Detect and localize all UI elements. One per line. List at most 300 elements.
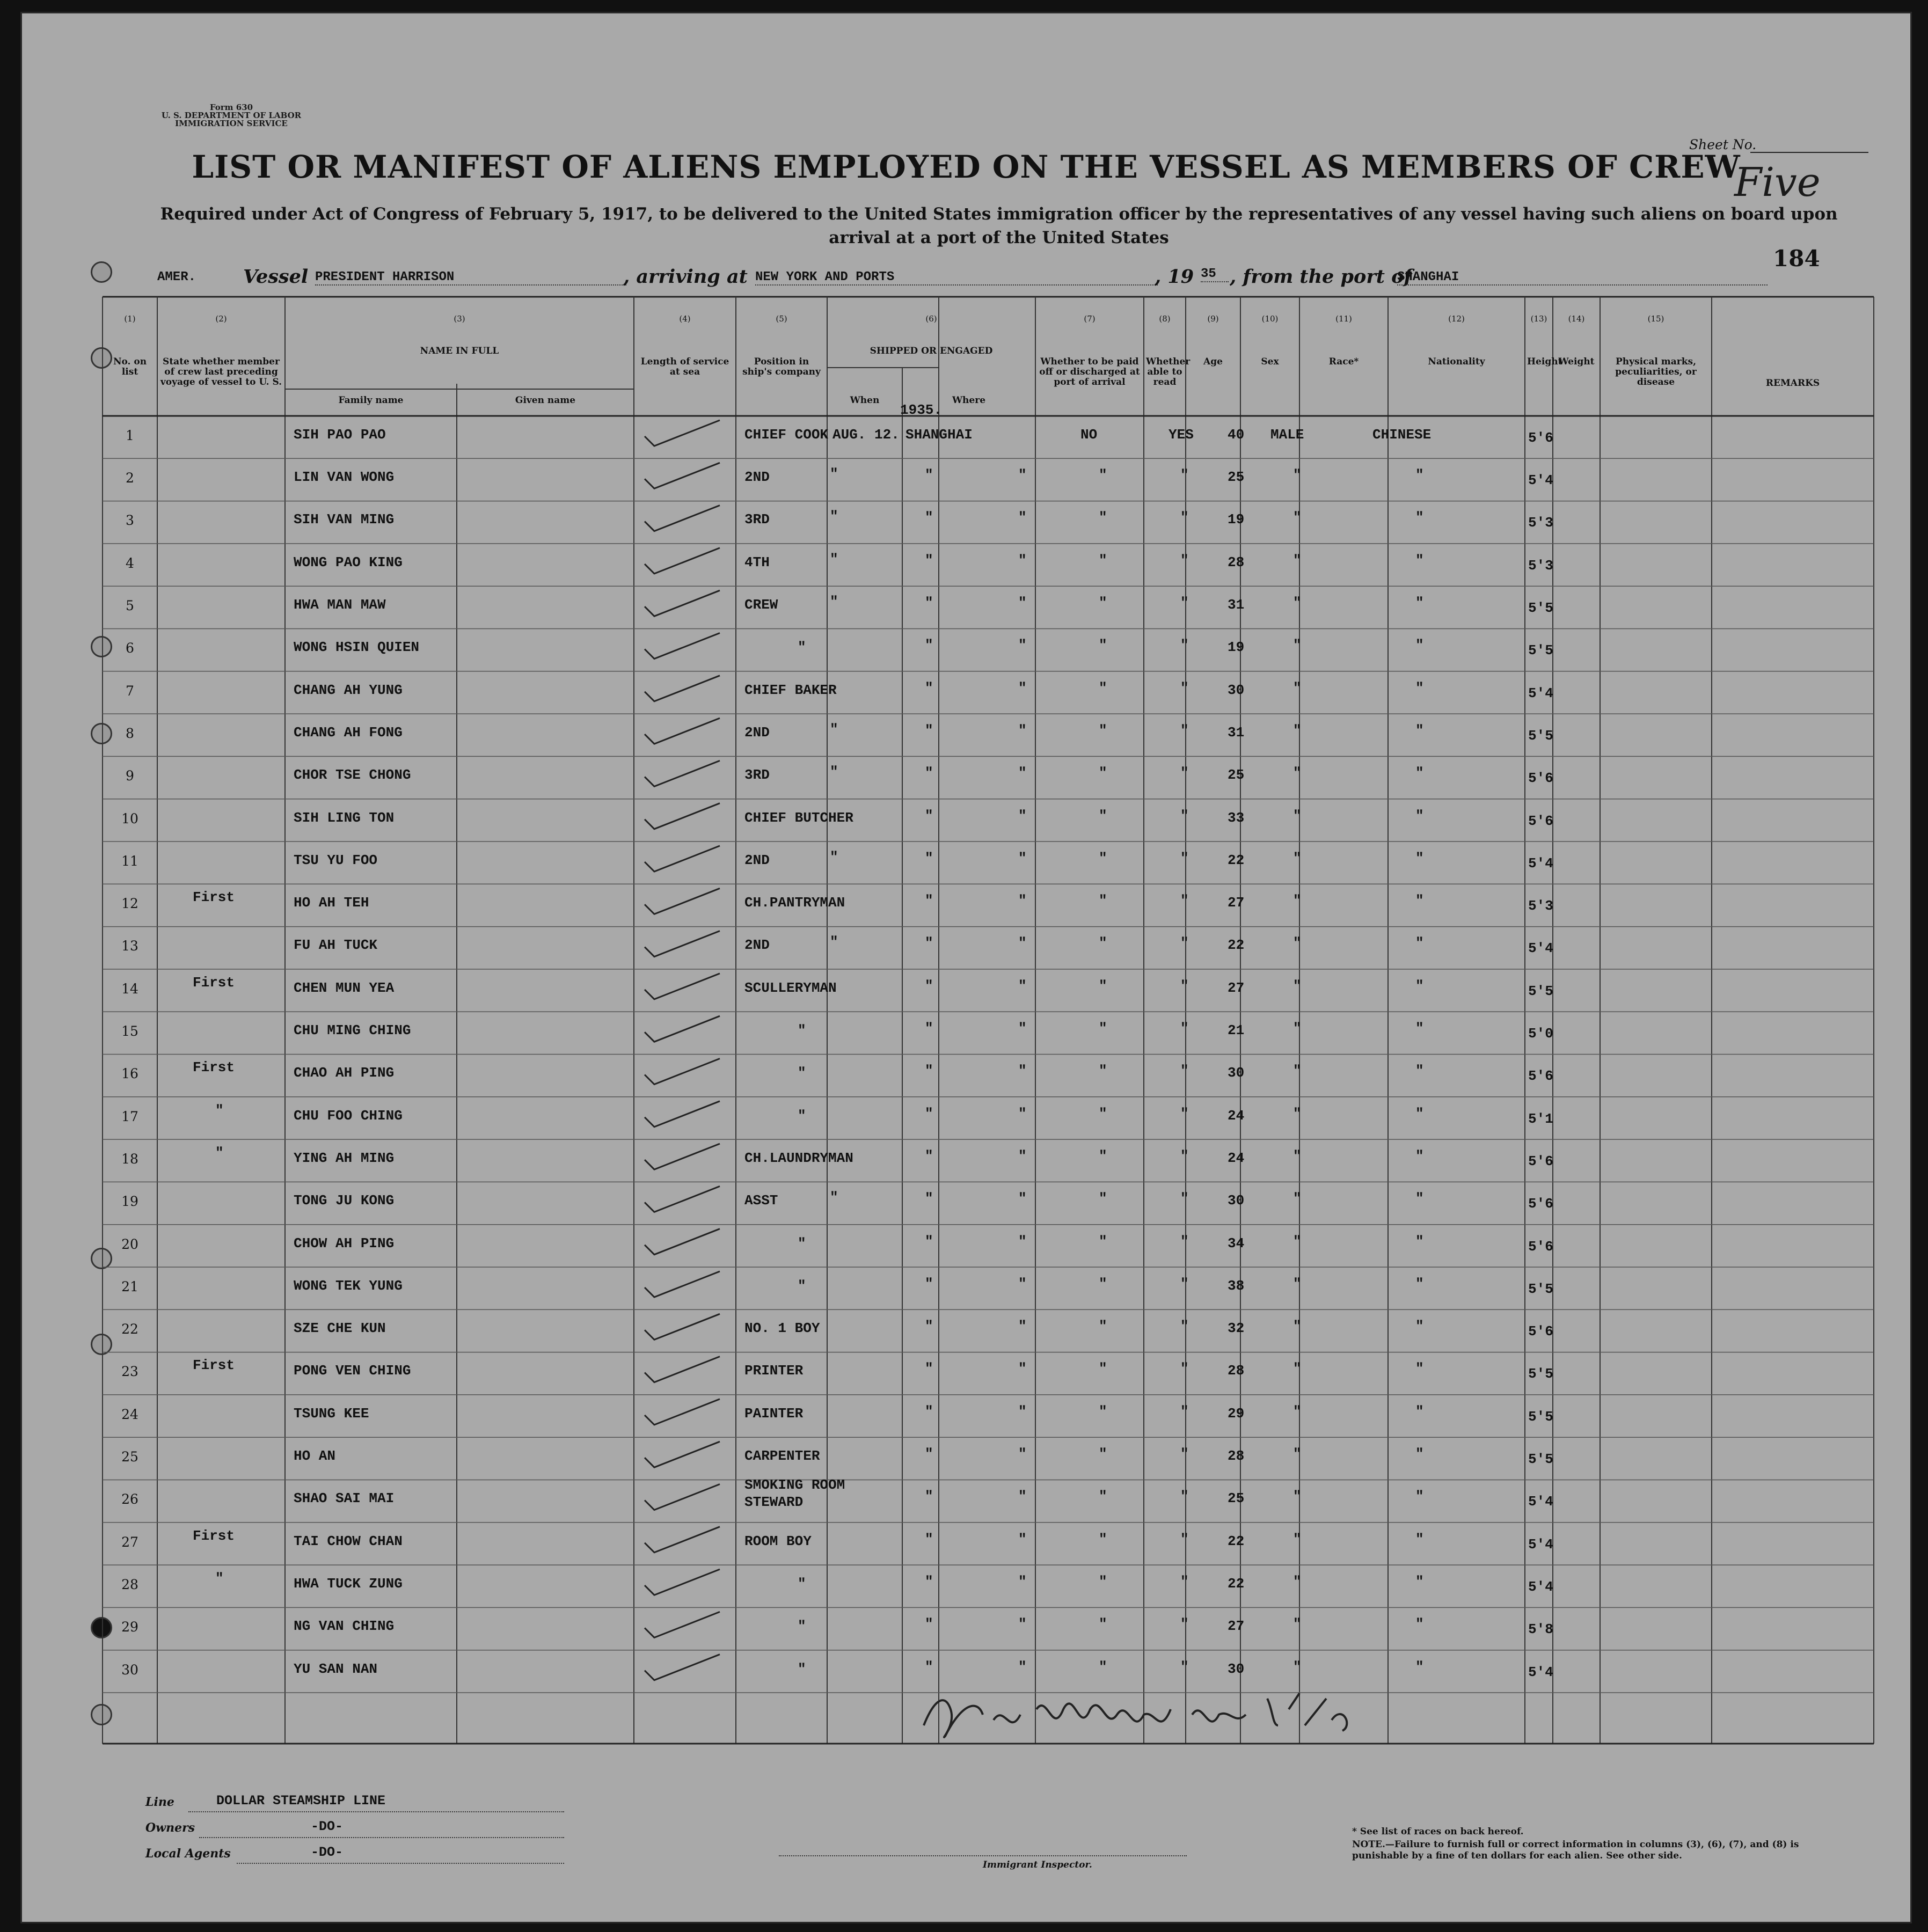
row-number: 4 [126, 555, 134, 571]
shipped-year: 1935. [900, 402, 943, 418]
where-ditto: " [1018, 1190, 1027, 1207]
service-checkmark [645, 760, 720, 786]
crew-age: 27 [1228, 1618, 1245, 1635]
crew-name: CHOW AH PING [294, 1235, 395, 1252]
position-ditto: " [830, 934, 838, 950]
paid-off-ditto: " [1099, 850, 1107, 866]
crew-name: TAI CHOW CHAN [294, 1533, 403, 1549]
when-ditto: " [925, 1403, 933, 1419]
nationality-ditto: " [1415, 1658, 1424, 1675]
crew-position: PAINTER [744, 1405, 804, 1422]
position-ditto: " [830, 551, 838, 567]
race-nationality: CHINESE [1372, 426, 1432, 443]
crew-age: 28 [1228, 1363, 1245, 1379]
column-number: (6) [925, 314, 937, 324]
crew-height: 5'3 [1528, 515, 1553, 531]
nationality-ditto: " [1415, 1446, 1424, 1462]
nationality-ditto: " [1415, 892, 1424, 909]
nationality-ditto: " [1415, 1573, 1424, 1590]
nationality-ditto: " [1415, 935, 1424, 952]
position-ditto: " [830, 508, 838, 525]
previous-voyage: First [193, 1357, 235, 1374]
crew-position: 4TH [744, 554, 770, 570]
paid-off-ditto: " [1099, 1147, 1107, 1164]
sex-ditto: " [1293, 509, 1302, 526]
nationality-ditto: " [1415, 1360, 1424, 1377]
column-number: (11) [1335, 314, 1352, 324]
service-checkmark [645, 548, 720, 574]
crew-age: 30 [1228, 1192, 1245, 1209]
paid-off-ditto: " [1099, 1403, 1107, 1419]
sex-ditto: " [1293, 850, 1302, 866]
crew-position: ASST [744, 1192, 778, 1209]
when-ditto: " [925, 1190, 933, 1207]
sex-ditto: " [1293, 1446, 1302, 1462]
row-number: 23 [121, 1364, 138, 1380]
crew-position: " [798, 1107, 806, 1124]
when-ditto: " [925, 1105, 933, 1122]
column-header: Weight [1558, 356, 1595, 367]
crew-name: HWA TUCK ZUNG [294, 1575, 403, 1592]
when-ditto: " [925, 1488, 933, 1505]
agents-label: Local Agents [145, 1847, 231, 1861]
paid-off-ditto: " [1099, 1573, 1107, 1590]
previous-voyage: First [193, 889, 235, 906]
paid-off-ditto: " [1099, 1318, 1107, 1335]
shipped-where: SHANGHAI [905, 426, 973, 443]
nationality-ditto: " [1415, 637, 1424, 654]
read-ditto: " [1180, 1616, 1189, 1633]
paid-off-ditto: " [1099, 679, 1107, 696]
nationality-ditto: " [1415, 467, 1424, 484]
paid-off-ditto: " [1099, 807, 1107, 824]
service-checkmark [645, 1059, 720, 1085]
agents-value: -DO- [311, 1845, 344, 1860]
sex-ditto: " [1293, 1020, 1302, 1037]
paid-off-ditto: " [1099, 1488, 1107, 1505]
service-name: IMMIGRATION SERVICE [175, 119, 288, 128]
crew-height: 5'6 [1528, 429, 1553, 446]
nationality-ditto: " [1415, 595, 1424, 611]
row-number: 11 [121, 853, 138, 869]
column-number: (14) [1568, 314, 1585, 324]
read-ditto: " [1180, 1360, 1189, 1377]
sheet-number-value: Five [1734, 159, 1821, 206]
crew-position: 2ND [744, 724, 770, 741]
crew-name: WONG PAO KING [294, 554, 403, 570]
crew-name: CHOR TSE CHONG [294, 767, 411, 784]
sex-ditto: " [1293, 1360, 1302, 1377]
inspector-line [779, 1855, 1187, 1856]
row-number: 5 [126, 598, 134, 614]
when-ditto: " [925, 552, 933, 568]
crew-age: 19 [1228, 639, 1245, 656]
crew-height: 5'5 [1528, 600, 1553, 617]
subheader-where: Where [952, 395, 986, 406]
where-ditto: " [1018, 509, 1027, 526]
read-ditto: " [1180, 1403, 1189, 1419]
races-note: * See list of races on back hereof. [1352, 1826, 1524, 1837]
column-header: Physical marks, peculiarities, or disease [1615, 356, 1697, 387]
sex-ditto: " [1293, 467, 1302, 484]
row-number: 20 [121, 1236, 138, 1252]
crew-height: 5'4 [1528, 1536, 1553, 1553]
crew-position: 2ND [744, 852, 770, 868]
arriving-label: , arriving at [623, 266, 748, 288]
sex-ditto: " [1293, 679, 1302, 696]
crew-height: 5'5 [1528, 1280, 1553, 1297]
read-ditto: " [1180, 595, 1189, 611]
crew-age: 30 [1228, 1065, 1245, 1081]
sex: MALE [1270, 426, 1304, 443]
sex-ditto: " [1293, 1063, 1302, 1079]
from-port: SHANGHAI [1397, 270, 1768, 286]
crew-height: 5'4 [1528, 1578, 1553, 1595]
service-checkmark [645, 1399, 720, 1425]
crew-age: 25 [1228, 767, 1245, 784]
column-header: Length of service at sea [640, 356, 729, 377]
sex-ditto: " [1293, 637, 1302, 654]
sex-ditto: " [1293, 722, 1302, 738]
nationality-ditto: " [1415, 807, 1424, 824]
where-ditto: " [1018, 1105, 1027, 1122]
column-number: (2) [215, 314, 227, 324]
paid-off-ditto: " [1099, 977, 1107, 994]
paid-off-ditto: " [1099, 892, 1107, 909]
read-ditto: " [1180, 1573, 1189, 1590]
crew-age: 22 [1228, 1575, 1245, 1592]
line-underline [188, 1811, 564, 1812]
crew-position: CARPENTER [744, 1448, 820, 1465]
position-ditto: " [830, 466, 838, 482]
service-checkmark [645, 1229, 720, 1255]
paid-off-ditto: " [1099, 1190, 1107, 1207]
service-checkmark [645, 718, 720, 744]
nationality-ditto: " [1415, 1318, 1424, 1335]
nationality-ditto: " [1415, 1147, 1424, 1164]
crew-name: HO AN [294, 1448, 336, 1465]
nationality-ditto: " [1415, 850, 1424, 866]
crew-name: SZE CHE KUN [294, 1320, 386, 1337]
crew-position: CH.PANTRYMAN [744, 895, 845, 911]
crew-height: 5'4 [1528, 855, 1553, 872]
column-number: (9) [1207, 314, 1219, 324]
crew-age: 33 [1228, 809, 1245, 826]
crew-height: 5'6 [1528, 1323, 1553, 1340]
crew-name: NG VAN CHING [294, 1618, 395, 1635]
crew-age: 30 [1228, 682, 1245, 698]
year-prefix: , 19 [1155, 266, 1194, 288]
crew-height: 5'4 [1528, 685, 1553, 701]
column-number: (4) [679, 314, 691, 324]
nationality-ditto: " [1415, 765, 1424, 781]
crew-age: 31 [1228, 724, 1245, 741]
service-checkmark [645, 633, 720, 659]
column-number: (7) [1084, 314, 1096, 324]
row-number: 3 [126, 513, 134, 529]
service-checkmark [645, 1314, 720, 1340]
crew-name: WONG TEK YUNG [294, 1277, 403, 1294]
crew-position: CHIEF BAKER [744, 682, 837, 698]
crew-height: 5'4 [1528, 472, 1553, 489]
paid-off-ditto: " [1099, 1360, 1107, 1377]
column-header: State whether member of crew last preceding voyage of vessel to U. S. [160, 356, 282, 387]
crew-name: WONG HSIN QUIEN [294, 639, 420, 656]
position-ditto: " [830, 594, 838, 610]
crew-position-cont: STEWARD [744, 1494, 804, 1510]
when-ditto: " [925, 935, 933, 952]
crew-name: HO AH TEH [294, 895, 369, 911]
where-ditto: " [1018, 1275, 1027, 1292]
crew-name: SIH LING TON [294, 809, 395, 826]
from-port-label: , from the port of [1230, 266, 1412, 288]
inspector-label: Immigrant Inspector. [983, 1860, 1092, 1870]
manifest-subtitle: Required under Act of Congress of February 5, 1917, to be delivered to the United States immigration officer by the representatives of any vessel having such aliens on board upon arrival at a port of the United States [160, 204, 1838, 247]
where-ditto: " [1018, 850, 1027, 866]
crew-age: 25 [1228, 469, 1245, 486]
crew-age: 22 [1228, 1533, 1245, 1549]
crew-height: 5'1 [1528, 1110, 1553, 1127]
crew-age: 25 [1228, 1490, 1245, 1507]
nationality-ditto: " [1415, 1105, 1424, 1122]
paid-off-ditto: " [1099, 1275, 1107, 1292]
read-ditto: " [1180, 1190, 1189, 1207]
when-ditto: " [925, 850, 933, 866]
sex-ditto: " [1293, 1531, 1302, 1547]
when-ditto: " [925, 892, 933, 909]
read-ditto: " [1180, 467, 1189, 484]
service-checkmark [645, 846, 720, 872]
crew-age: 27 [1228, 979, 1245, 996]
line-value: DOLLAR STEAMSHIP LINE [216, 1793, 386, 1809]
where-ditto: " [1018, 1658, 1027, 1675]
read-ditto: " [1180, 850, 1189, 866]
where-ditto: " [1018, 977, 1027, 994]
paid-off-ditto: " [1099, 935, 1107, 952]
where-ditto: " [1018, 552, 1027, 568]
crew-name: YING AH MING [294, 1150, 395, 1166]
crew-position: " [798, 1660, 806, 1677]
service-checkmark [645, 1186, 720, 1212]
read-ditto: " [1180, 977, 1189, 994]
crew-name: CHAO AH PING [294, 1065, 395, 1081]
row-number: 15 [121, 1023, 138, 1040]
where-ditto: " [1018, 935, 1027, 952]
crew-height: 5'4 [1528, 940, 1553, 957]
sex-ditto: " [1293, 935, 1302, 952]
crew-height: 5'6 [1528, 1068, 1553, 1085]
service-checkmark [645, 803, 720, 829]
where-ditto: " [1018, 892, 1027, 909]
row-number: 13 [121, 938, 138, 954]
crew-position: 2ND [744, 469, 770, 486]
sex-ditto: " [1293, 1573, 1302, 1590]
nationality-ditto: " [1415, 722, 1424, 738]
column-header: Whether able to read [1146, 356, 1191, 387]
nationality-ditto: " [1415, 552, 1424, 568]
previous-voyage: " [215, 1144, 224, 1161]
column-number: (13) [1530, 314, 1547, 324]
crew-position: NO. 1 BOY [744, 1320, 820, 1337]
when-ditto: " [925, 1616, 933, 1633]
read-ditto: " [1180, 765, 1189, 781]
column-header: Sex [1261, 356, 1279, 367]
crew-name: LIN VAN WONG [294, 469, 395, 486]
crew-age: 29 [1228, 1405, 1245, 1422]
previous-voyage: First [193, 1059, 235, 1076]
read-ditto: " [1180, 1105, 1189, 1122]
row-number: 24 [121, 1406, 138, 1422]
sex-ditto: " [1293, 1233, 1302, 1249]
column-number: (12) [1448, 314, 1465, 324]
column-header: NAME IN FULL [420, 346, 499, 356]
row-number: 28 [121, 1576, 138, 1592]
previous-voyage: " [215, 1102, 224, 1118]
paid-off-ditto: " [1099, 1658, 1107, 1675]
nationality-ditto: " [1415, 1616, 1424, 1633]
sex-ditto: " [1293, 1488, 1302, 1505]
where-ditto: " [1018, 1147, 1027, 1164]
column-header: SHIPPED OR ENGAGED [870, 346, 993, 356]
position-ditto: " [830, 848, 838, 865]
crew-height: 5'6 [1528, 1196, 1553, 1212]
column-header: Position in ship's company [742, 356, 821, 377]
crew-position: 2ND [744, 937, 770, 954]
crew-age: 30 [1228, 1660, 1245, 1677]
form-number: Form 630 [209, 103, 253, 112]
read-ditto: " [1180, 1318, 1189, 1335]
service-checkmark [645, 506, 720, 531]
crew-age: 28 [1228, 1448, 1245, 1465]
paid-off-ditto: " [1099, 509, 1107, 526]
subheader-when: When [850, 395, 880, 406]
row-number: 1 [126, 427, 134, 443]
paid-off-ditto: " [1099, 722, 1107, 738]
crew-height: 5'5 [1528, 727, 1553, 744]
when-ditto: " [925, 1318, 933, 1335]
vessel-flag: AMER. [157, 270, 196, 284]
sex-ditto: " [1293, 1658, 1302, 1675]
crew-height: 5'4 [1528, 1494, 1553, 1510]
read-ditto: " [1180, 722, 1189, 738]
sex-ditto: " [1293, 1105, 1302, 1122]
sex-ditto: " [1293, 1147, 1302, 1164]
manifest-title: LIST OR MANIFEST OF ALIENS EMPLOYED ON THE VESSEL AS MEMBERS OF CREW [192, 149, 1741, 185]
paid-off-ditto: " [1099, 1105, 1107, 1122]
service-checkmark [645, 1612, 720, 1637]
when-ditto: " [925, 1233, 933, 1249]
crew-name: PONG VEN CHING [294, 1363, 411, 1379]
paid-off-ditto: " [1099, 765, 1107, 781]
row-number: 17 [121, 1108, 138, 1124]
crew-age: 28 [1228, 554, 1245, 570]
when-ditto: " [925, 1147, 933, 1164]
where-ditto: " [1018, 1616, 1027, 1633]
row-number: 18 [121, 1151, 138, 1167]
able-to-read: YES [1169, 426, 1194, 443]
crew-position: " [798, 1618, 806, 1635]
column-header: Nationality [1428, 356, 1485, 367]
crew-position: CREW [744, 597, 778, 613]
crew-age: 32 [1228, 1320, 1245, 1337]
where-ditto: " [1018, 467, 1027, 484]
nationality-ditto: " [1415, 679, 1424, 696]
position-ditto: " [830, 764, 838, 780]
row-number: 21 [121, 1278, 138, 1294]
row-number: 6 [126, 640, 134, 656]
crew-position: 3RD [744, 767, 770, 784]
read-ditto: " [1180, 935, 1189, 952]
crew-position: ROOM BOY [744, 1533, 812, 1549]
when-ditto: " [925, 467, 933, 484]
crew-position: SMOKING ROOM [744, 1476, 845, 1493]
owners-label: Owners [145, 1821, 195, 1835]
row-number: 7 [126, 683, 134, 699]
sex-ditto: " [1293, 1403, 1302, 1419]
column-header: REMARKS [1765, 378, 1820, 389]
nationality-ditto: " [1415, 509, 1424, 526]
manifest-grid [22, 13, 1910, 1922]
crew-height: 5'6 [1528, 1238, 1553, 1255]
service-checkmark [645, 1527, 720, 1553]
crew-name: CHANG AH FONG [294, 724, 403, 741]
crew-age: 24 [1228, 1150, 1245, 1166]
owners-value: -DO- [311, 1819, 344, 1834]
crew-age: 22 [1228, 852, 1245, 868]
crew-age: 38 [1228, 1277, 1245, 1294]
crew-name: TSU YU FOO [294, 852, 378, 868]
crew-height: 5'5 [1528, 1408, 1553, 1425]
when-ditto: " [925, 765, 933, 781]
crew-age: 22 [1228, 937, 1245, 954]
column-header: Height [1527, 356, 1562, 367]
where-ditto: " [1018, 1446, 1027, 1462]
where-ditto: " [1018, 637, 1027, 654]
when-ditto: " [925, 1275, 933, 1292]
read-ditto: " [1180, 552, 1189, 568]
column-number: (1) [124, 314, 136, 324]
paid-off-ditto: " [1099, 1063, 1107, 1079]
subheader-given: Given name [515, 395, 576, 406]
service-checkmark [645, 420, 720, 446]
crew-name: CHU FOO CHING [294, 1107, 403, 1124]
crew-age: 31 [1228, 597, 1245, 613]
line-label: Line [145, 1795, 174, 1809]
crew-name: CHU MING CHING [294, 1022, 411, 1039]
crew-height: 5'6 [1528, 1153, 1553, 1169]
crew-height: 5'3 [1528, 898, 1553, 914]
crew-position: CHIEF COOK [744, 426, 829, 443]
crew-age: 24 [1228, 1107, 1245, 1124]
row-number: 27 [121, 1534, 138, 1550]
crew-age: 40 [1228, 426, 1245, 443]
sex-ditto: " [1293, 1275, 1302, 1292]
sex-ditto: " [1293, 892, 1302, 909]
nationality-ditto: " [1415, 1020, 1424, 1037]
paid-off: NO [1080, 426, 1098, 443]
service-checkmark [645, 1484, 720, 1510]
crew-name: TSUNG KEE [294, 1405, 369, 1422]
previous-voyage: First [193, 974, 235, 991]
read-ditto: " [1180, 1446, 1189, 1462]
nationality-ditto: " [1415, 1063, 1424, 1079]
crew-height: 5'8 [1528, 1621, 1553, 1638]
service-checkmark [645, 1569, 720, 1595]
column-header: Race* [1328, 356, 1359, 367]
where-ditto: " [1018, 1531, 1027, 1547]
crew-height: 5'5 [1528, 642, 1553, 659]
crew-position: CHIEF BUTCHER [744, 809, 853, 826]
